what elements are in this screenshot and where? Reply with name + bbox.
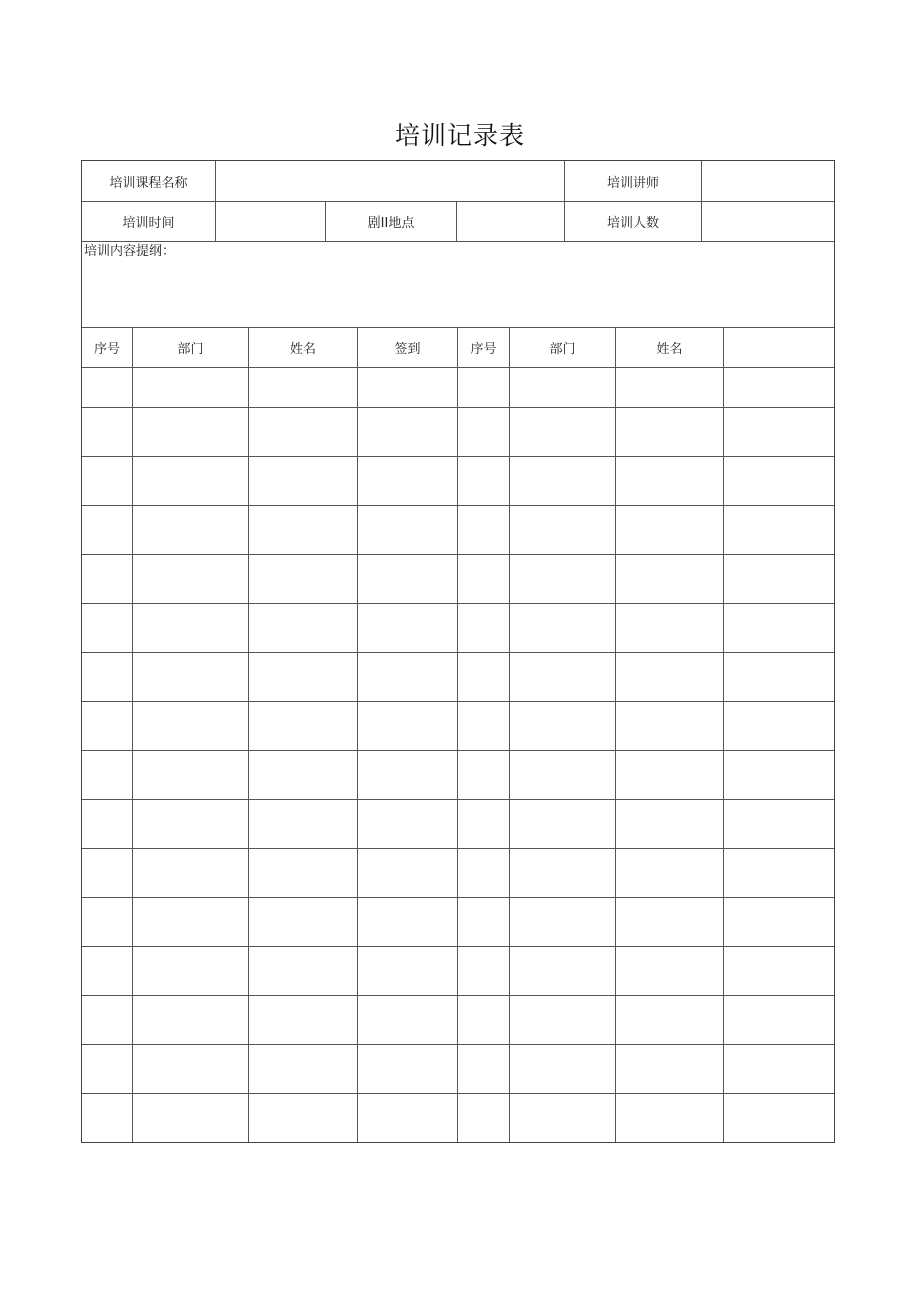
training-time-field[interactable] xyxy=(216,201,325,241)
row-divider xyxy=(82,241,834,242)
training-location-label: 剧II地点 xyxy=(367,215,415,231)
instructor-label: 培训讲师 xyxy=(606,175,659,191)
header-signin: 签到 xyxy=(394,341,421,357)
training-time-label: 培训时间 xyxy=(122,215,175,231)
header-seq-right: 序号 xyxy=(470,341,497,357)
attendee-count-label: 培训人数 xyxy=(606,215,659,231)
training-outline-field[interactable] xyxy=(84,263,832,325)
course-name-field[interactable] xyxy=(216,161,564,201)
header-department-left: 部门 xyxy=(177,341,204,357)
header-name-left: 姓名 xyxy=(289,341,316,357)
header-department-right: 部门 xyxy=(549,341,576,357)
instructor-field[interactable] xyxy=(702,161,834,201)
training-record-form xyxy=(81,160,835,1143)
course-name-label: 培训课程名称 xyxy=(109,175,188,191)
attendance-rows[interactable] xyxy=(82,368,834,1142)
header-seq-left: 序号 xyxy=(93,341,120,357)
training-location-field[interactable] xyxy=(457,201,564,241)
attendee-count-field[interactable] xyxy=(702,201,834,241)
header-signin-right xyxy=(724,327,834,367)
page-title: 培训记录表 xyxy=(394,121,525,150)
training-outline-label: 培训内容提纲： xyxy=(84,244,176,259)
header-name-right: 姓名 xyxy=(656,341,683,357)
